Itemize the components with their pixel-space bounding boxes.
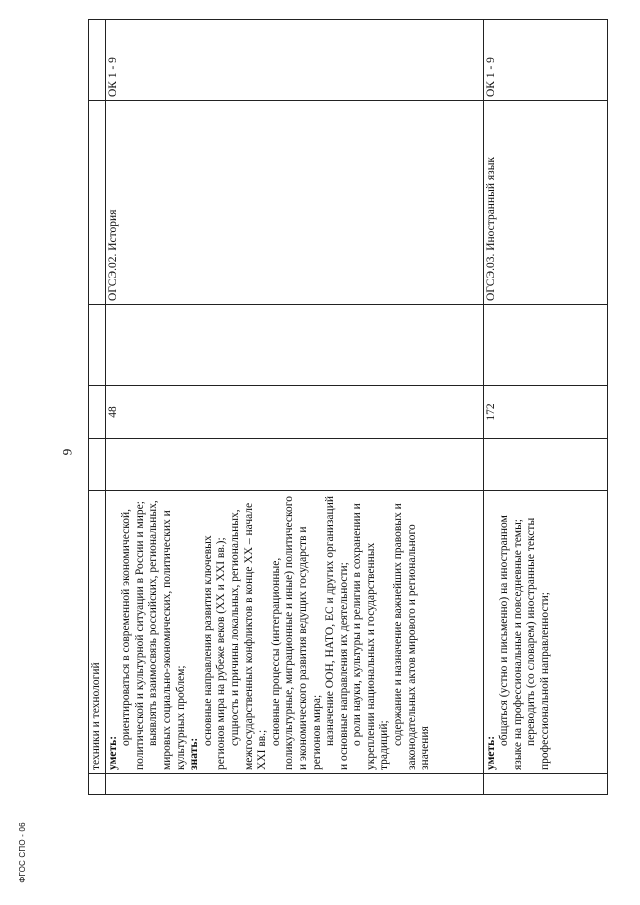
table-cell-content	[105, 491, 483, 774]
table-cell-content	[483, 491, 607, 774]
page-number: 9	[59, 448, 75, 456]
content-item: общаться (устно и письменно) на иностранном языке на профессиональные и повседневные темы;	[498, 515, 524, 770]
curriculum-table	[88, 19, 608, 795]
table-cell-discipline: ОГСЭ.02. История	[105, 101, 483, 305]
table-cell-hours: 172	[483, 386, 607, 439]
content-item: ориентироваться в современной экономической, политической и культурной ситуации в России и мире;	[120, 501, 146, 770]
content-item: сущность и причины локальных, региональных, межгосударственных конфликтов в конце XX – начале XXI вв.;	[228, 502, 269, 770]
table-row-continuation	[89, 20, 106, 795]
content-item: о роли науки, культуры и религии в сохранении и укреплении национальных и государственных традиций;	[351, 503, 391, 770]
table-cell-hours: 48	[105, 386, 483, 439]
label-umet: уметь:	[484, 735, 497, 770]
curriculum-table-rotated	[88, 20, 608, 795]
label-znat: знать:	[188, 737, 201, 770]
table-cell-competencies: ОК 1 - 9	[483, 20, 607, 101]
table-row	[483, 20, 607, 795]
table-row	[105, 20, 483, 795]
table-cell-empty	[89, 774, 106, 795]
table-cell-discipline: ОГСЭ.03. Иностранный язык	[483, 101, 607, 305]
table-cell-continuation: техники и технологий	[89, 491, 106, 774]
content-item: содержание и назначение важнейших правовых и законодательных актов мирового и регионального значения	[392, 503, 432, 770]
content-item: переводить (со словарем) иностранные тексты профессиональной направленности;	[525, 517, 551, 770]
label-umet: уметь:	[106, 735, 119, 770]
content-item: основные процессы (интеграционные, поликультурные, миграционные и иные) политического и экономического развития ведущих государств и регионов мира;	[269, 496, 323, 770]
content-item: назначение ООН, НАТО, ЕС и других организаций и основные направления их деятельности;	[324, 495, 350, 770]
footer-standard-code: ФГОС СПО - 06	[17, 822, 27, 883]
content-item: выявлять взаимосвязь российских, региональных, мировых социально-экономических, политических и культурных проблем;	[147, 500, 187, 770]
table-cell-competencies: ОК 1 - 9	[105, 20, 483, 101]
content-item: основные направления развития ключевых регионов мира на рубеже веков (XX и XXI вв.);	[201, 535, 228, 770]
